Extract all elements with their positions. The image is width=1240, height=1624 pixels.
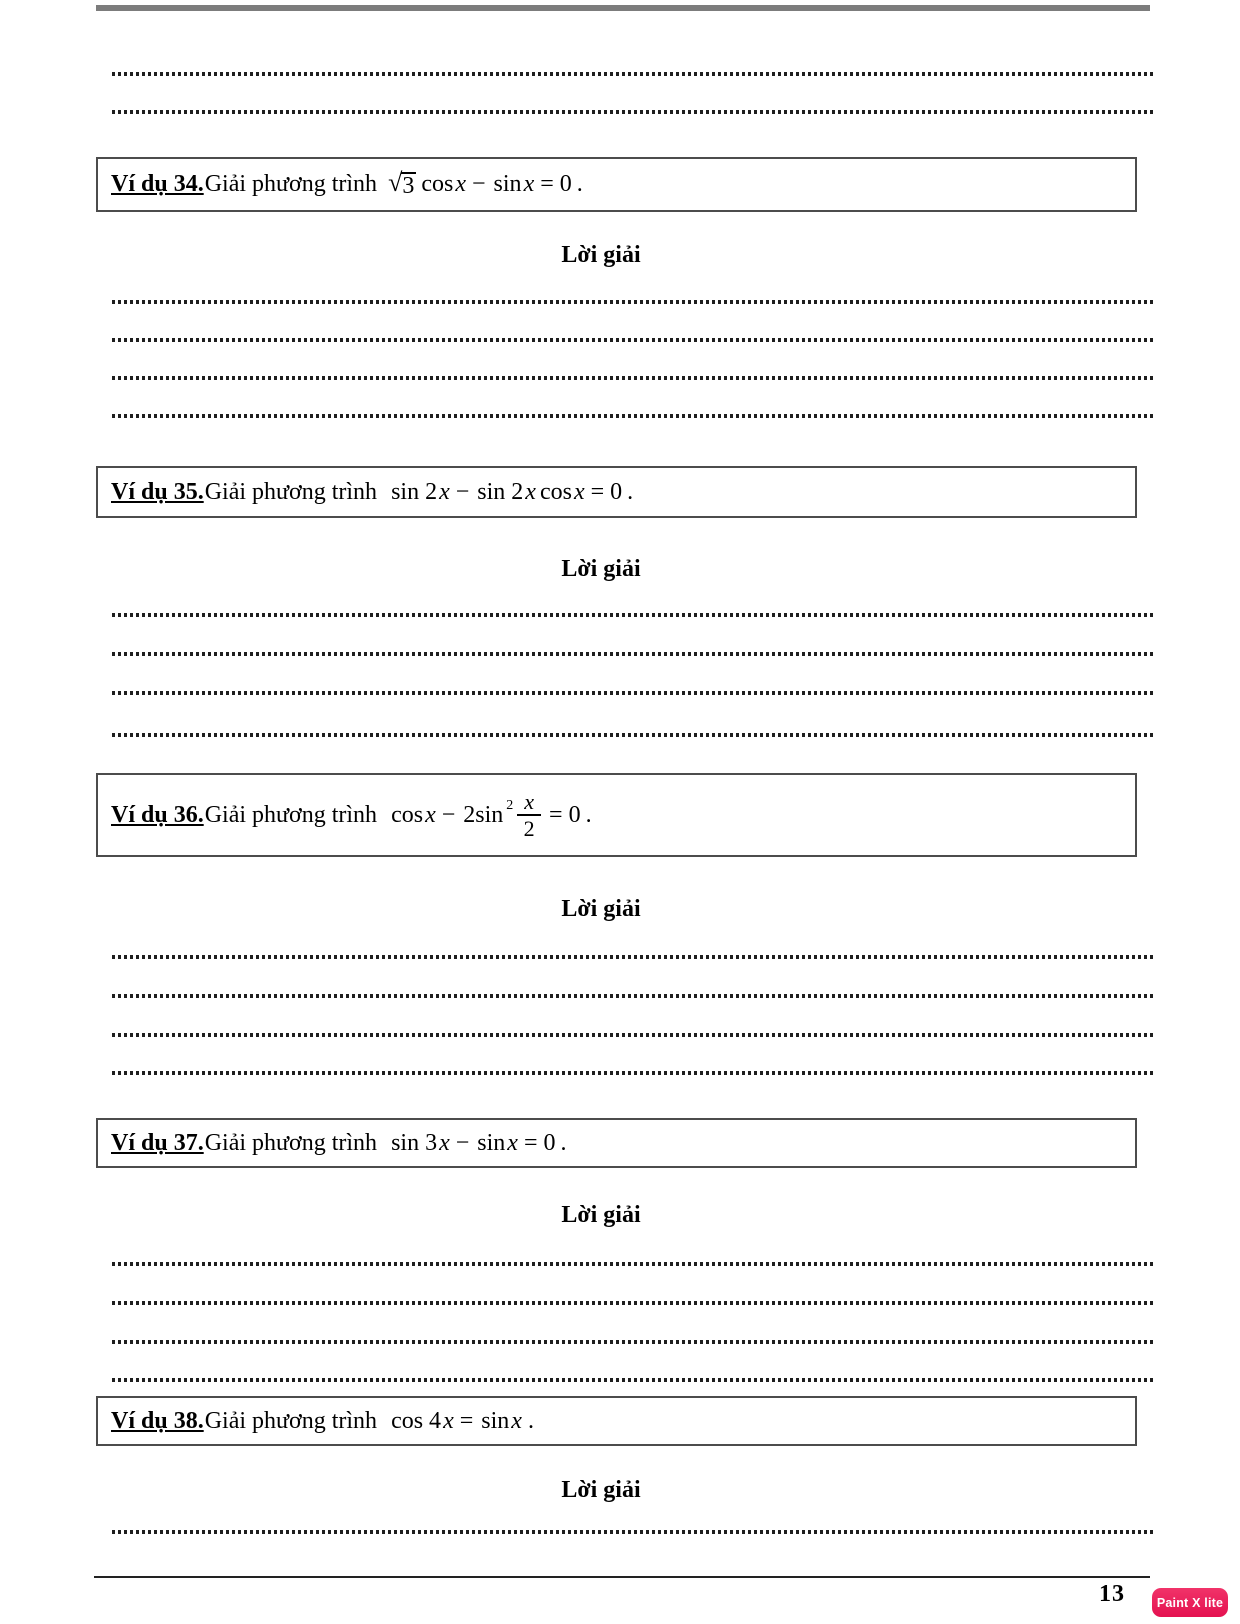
writing-line [112, 1262, 1156, 1266]
writing-line [112, 110, 1156, 114]
math-token: . [527, 1407, 534, 1434]
math-token: cos [391, 801, 424, 828]
equation-35 [388, 479, 633, 506]
solution-heading: Lời giải [561, 1202, 641, 1228]
math-token: = 0 [540, 171, 572, 197]
writing-line [112, 733, 1156, 737]
example-prompt: Giải phương trình [204, 478, 378, 505]
math-token: x [523, 171, 535, 197]
equation-36 [388, 790, 592, 840]
example-label: Ví dụ 37. [111, 1129, 204, 1156]
equation-38 [388, 1408, 534, 1435]
example-label: Ví dụ 35. [111, 478, 204, 505]
solution-heading: Lời giải [561, 556, 641, 582]
example-box-35 [96, 466, 1137, 518]
example-box-36 [96, 773, 1137, 857]
footer-rule [94, 1576, 1150, 1578]
math-exponent: 2 [506, 798, 514, 813]
math-token: x [439, 1129, 450, 1156]
writing-line [112, 1033, 1156, 1037]
example-prompt: Giải phương trình [204, 1129, 378, 1156]
writing-line [112, 994, 1156, 998]
math-token: = 0 [523, 1129, 556, 1156]
equation-34 [388, 167, 583, 199]
math-token: 2sin [463, 801, 504, 828]
math-fraction [517, 790, 541, 840]
math-token: − [441, 801, 456, 828]
example-prompt: Giải phương trình [204, 1407, 378, 1434]
example-prompt: Giải phương trình [204, 801, 378, 828]
writing-line [112, 1301, 1156, 1305]
page-number: 13 [1099, 1581, 1125, 1607]
fraction-numerator: x [517, 790, 541, 816]
writing-line [112, 1378, 1156, 1382]
math-token: sin [477, 1129, 506, 1156]
example-box-37 [96, 1118, 1137, 1168]
writing-line [112, 1340, 1156, 1344]
math-token: = 0 [549, 801, 581, 828]
solution-heading: Lời giải [561, 1477, 641, 1503]
writing-line [112, 1530, 1156, 1534]
math-token: x [511, 1407, 522, 1434]
solution-heading: Lời giải [561, 896, 641, 922]
math-token: sin 3 [391, 1129, 438, 1156]
math-token: x [573, 478, 585, 505]
math-token: x [425, 801, 436, 828]
solution-heading: Lời giải [561, 242, 641, 268]
math-token: sin 2 [391, 478, 438, 505]
writing-line [112, 691, 1156, 695]
example-label: Ví dụ 36. [111, 801, 204, 828]
math-token: x [443, 1407, 454, 1434]
math-token: sin [493, 171, 522, 197]
math-token: − [472, 171, 486, 197]
math-token: x [455, 171, 466, 197]
math-token: . [560, 1129, 567, 1156]
equation-37 [388, 1130, 566, 1157]
math-token: . [627, 478, 634, 505]
radical [388, 167, 416, 199]
math-token: x [525, 478, 536, 505]
writing-line [112, 1071, 1156, 1075]
writing-line [112, 613, 1156, 617]
writing-line [112, 414, 1156, 418]
math-token: cos 4 [391, 1407, 442, 1434]
math-token: sin 2 [477, 478, 524, 505]
math-token: = 0 [590, 478, 623, 505]
writing-line [112, 72, 1156, 76]
example-label: Ví dụ 34. [111, 171, 204, 197]
writing-line [112, 955, 1156, 959]
math-token: x [439, 478, 450, 505]
radicand: 3 [402, 172, 415, 199]
math-token: − [455, 1129, 470, 1156]
radical-sign: √ [388, 167, 403, 197]
math-token: cos [539, 478, 572, 505]
writing-line [112, 338, 1156, 342]
math-token: . [576, 171, 583, 197]
example-box-34 [96, 157, 1137, 212]
example-label: Ví dụ 38. [111, 1407, 204, 1434]
fraction-denominator: 2 [523, 816, 535, 841]
math-token: sin [481, 1407, 510, 1434]
writing-line [112, 652, 1156, 656]
example-prompt: Giải phương trình [204, 171, 378, 197]
top-rule [96, 5, 1150, 11]
paintx-watermark-badge: Paint X lite [1152, 1588, 1228, 1617]
math-token: − [455, 478, 470, 505]
writing-line [112, 376, 1156, 380]
math-token: = [459, 1407, 474, 1434]
math-token: cos [421, 171, 454, 197]
example-box-38 [96, 1396, 1137, 1446]
writing-line [112, 300, 1156, 304]
math-token: . [585, 801, 592, 828]
math-token: x [507, 1129, 518, 1156]
